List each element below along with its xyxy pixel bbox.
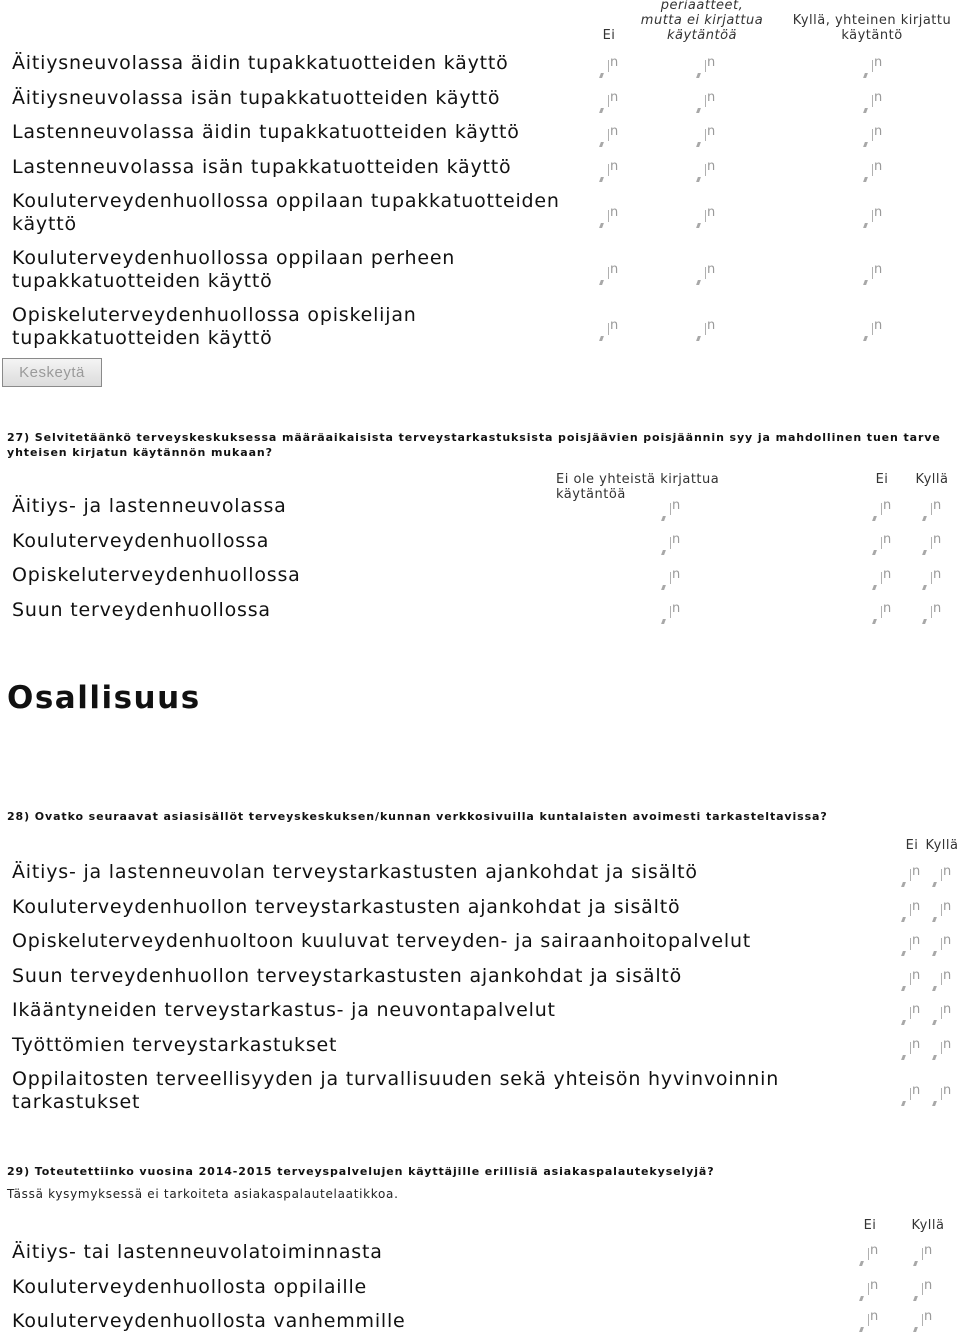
radio-kylla[interactable] [914, 1314, 932, 1332]
radio-kylla[interactable] [864, 95, 882, 113]
row-label: Kouluterveydenhuollossa [12, 530, 270, 552]
radio-kylla[interactable] [923, 572, 941, 590]
header-periaatteet: periaatteet, mutta ei kirjattua käytäntöä [640, 0, 764, 43]
row-label: Äitiysneuvolassa äidin tupakkatuotteiden käyttö [12, 52, 509, 74]
header-ei: Ei [863, 1218, 877, 1233]
radio-ei[interactable] [902, 869, 920, 887]
row-label: Opiskeluterveydenhuollossa opiskelijan tupakkatuotteiden käyttö [12, 304, 417, 349]
radio-periaatteet[interactable] [697, 210, 715, 228]
section-title: Osallisuus [7, 680, 201, 716]
row-label: Kouluterveydenhuollon terveystarkastusten ajankohdat ja sisältö [12, 896, 681, 918]
row-label: Äitiysneuvolassa isän tupakkatuotteiden käyttö [12, 87, 501, 109]
header-kylla-yhteinen: Kyllä, yhteinen kirjattu käytäntö [792, 13, 952, 43]
header-ei: Ei [602, 28, 616, 43]
radio-ei[interactable] [902, 1042, 920, 1060]
radio-ei[interactable] [600, 267, 618, 285]
radio-kylla[interactable] [864, 323, 882, 341]
radio-periaatteet[interactable] [697, 164, 715, 182]
radio-ei[interactable] [600, 164, 618, 182]
row-label: Kouluterveydenhuollosta vanhemmille [12, 1310, 406, 1332]
row-label: Äitiys- ja lastenneuvolan terveystarkastusten ajankohdat ja sisältö [12, 861, 698, 883]
radio-ei[interactable] [873, 572, 891, 590]
row-label: Ikääntyneiden terveystarkastus- ja neuvontapalvelut [12, 999, 556, 1021]
radio-kylla[interactable] [923, 503, 941, 521]
radio-periaatteet[interactable] [697, 95, 715, 113]
radio-ei[interactable] [873, 606, 891, 624]
radio-kylla[interactable] [933, 1042, 951, 1060]
radio-ei[interactable] [860, 1314, 878, 1332]
row-label: Oppilaitosten terveellisyyden ja turvallisuuden sekä yhteisön hyvinvoinnin tarkastukset [12, 1068, 780, 1113]
radio-ei-ole[interactable] [662, 537, 680, 555]
header-kylla: Kyllä [911, 1218, 945, 1233]
radio-ei[interactable] [902, 973, 920, 991]
row-label: Kouluterveydenhuollossa oppilaan perheen tupakkatuotteiden käyttö [12, 247, 456, 292]
radio-ei[interactable] [873, 503, 891, 521]
radio-kylla[interactable] [864, 210, 882, 228]
radio-ei-ole[interactable] [662, 606, 680, 624]
radio-ei[interactable] [873, 537, 891, 555]
radio-ei-ole[interactable] [662, 503, 680, 521]
radio-ei[interactable] [902, 938, 920, 956]
radio-kylla[interactable] [933, 1007, 951, 1025]
radio-ei[interactable] [600, 210, 618, 228]
question-28: 28) Ovatko seuraavat asiasisällöt terveyskeskuksen/kunnan verkkosivuilla kuntalaisten avoimesti tarkasteltavissa? [7, 810, 828, 823]
question-29: 29) Toteutettiinko vuosina 2014-2015 terveyspalvelujen käyttäjille erillisiä asiakaspalautekyselyjä? [7, 1165, 715, 1178]
radio-ei[interactable] [902, 904, 920, 922]
radio-periaatteet[interactable] [697, 323, 715, 341]
radio-kylla[interactable] [923, 537, 941, 555]
row-label: Kouluterveydenhuollosta oppilaille [12, 1276, 368, 1298]
row-label: Suun terveydenhuollon terveystarkastusten ajankohdat ja sisältö [12, 965, 683, 987]
radio-ei[interactable] [600, 129, 618, 147]
header-ei-ole: Ei ole yhteistä kirjattua käytäntöä [556, 472, 720, 502]
radio-ei[interactable] [902, 1007, 920, 1025]
radio-ei[interactable] [600, 323, 618, 341]
row-label: Lastenneuvolassa isän tupakkatuotteiden käyttö [12, 156, 512, 178]
row-label: Suun terveydenhuollossa [12, 599, 271, 621]
radio-periaatteet[interactable] [697, 267, 715, 285]
radio-kylla[interactable] [864, 267, 882, 285]
question-29-note: Tässä kysymyksessä ei tarkoiteta asiakaspalautelaatikkoa. [7, 1187, 399, 1201]
radio-kylla[interactable] [864, 164, 882, 182]
radio-kylla[interactable] [864, 129, 882, 147]
radio-ei[interactable] [860, 1283, 878, 1301]
radio-ei[interactable] [600, 95, 618, 113]
row-label: Opiskeluterveydenhuollossa [12, 564, 301, 586]
radio-ei[interactable] [902, 1088, 920, 1106]
radio-ei[interactable] [600, 60, 618, 78]
radio-kylla[interactable] [864, 60, 882, 78]
radio-kylla[interactable] [933, 904, 951, 922]
header-ei: Ei [875, 472, 889, 487]
header-ei: Ei [905, 838, 919, 853]
radio-periaatteet[interactable] [697, 60, 715, 78]
row-label: Lastenneuvolassa äidin tupakkatuotteiden käyttö [12, 121, 520, 143]
radio-ei-ole[interactable] [662, 572, 680, 590]
radio-kylla[interactable] [914, 1248, 932, 1266]
row-label: Työttömien terveystarkastukset [12, 1034, 338, 1056]
radio-kylla[interactable] [933, 1088, 951, 1106]
row-label: Äitiys- tai lastenneuvolatoiminnasta [12, 1241, 383, 1263]
question-27: 27) Selvitetäänkö terveyskeskuksessa määräaikaisista terveystarkastuksista poisjäävien poisjäännin syy ja mahdollinen tuen tarve yhteisen kirjatun käytännön mukaan? [7, 431, 941, 459]
row-label: Äitiys- ja lastenneuvolassa [12, 495, 287, 517]
cancel-button[interactable]: Keskeytä [2, 358, 102, 387]
radio-kylla[interactable] [923, 606, 941, 624]
row-label: Kouluterveydenhuollossa oppilaan tupakkatuotteiden käyttö [12, 190, 560, 235]
radio-kylla[interactable] [933, 938, 951, 956]
header-kylla: Kyllä [915, 472, 949, 487]
radio-kylla[interactable] [933, 869, 951, 887]
row-label: Opiskeluterveydenhuoltoon kuuluvat terveyden- ja sairaanhoitopalvelut [12, 930, 752, 952]
header-kylla: Kyllä [925, 838, 959, 853]
radio-periaatteet[interactable] [697, 129, 715, 147]
radio-kylla[interactable] [914, 1283, 932, 1301]
radio-kylla[interactable] [933, 973, 951, 991]
radio-ei[interactable] [860, 1248, 878, 1266]
